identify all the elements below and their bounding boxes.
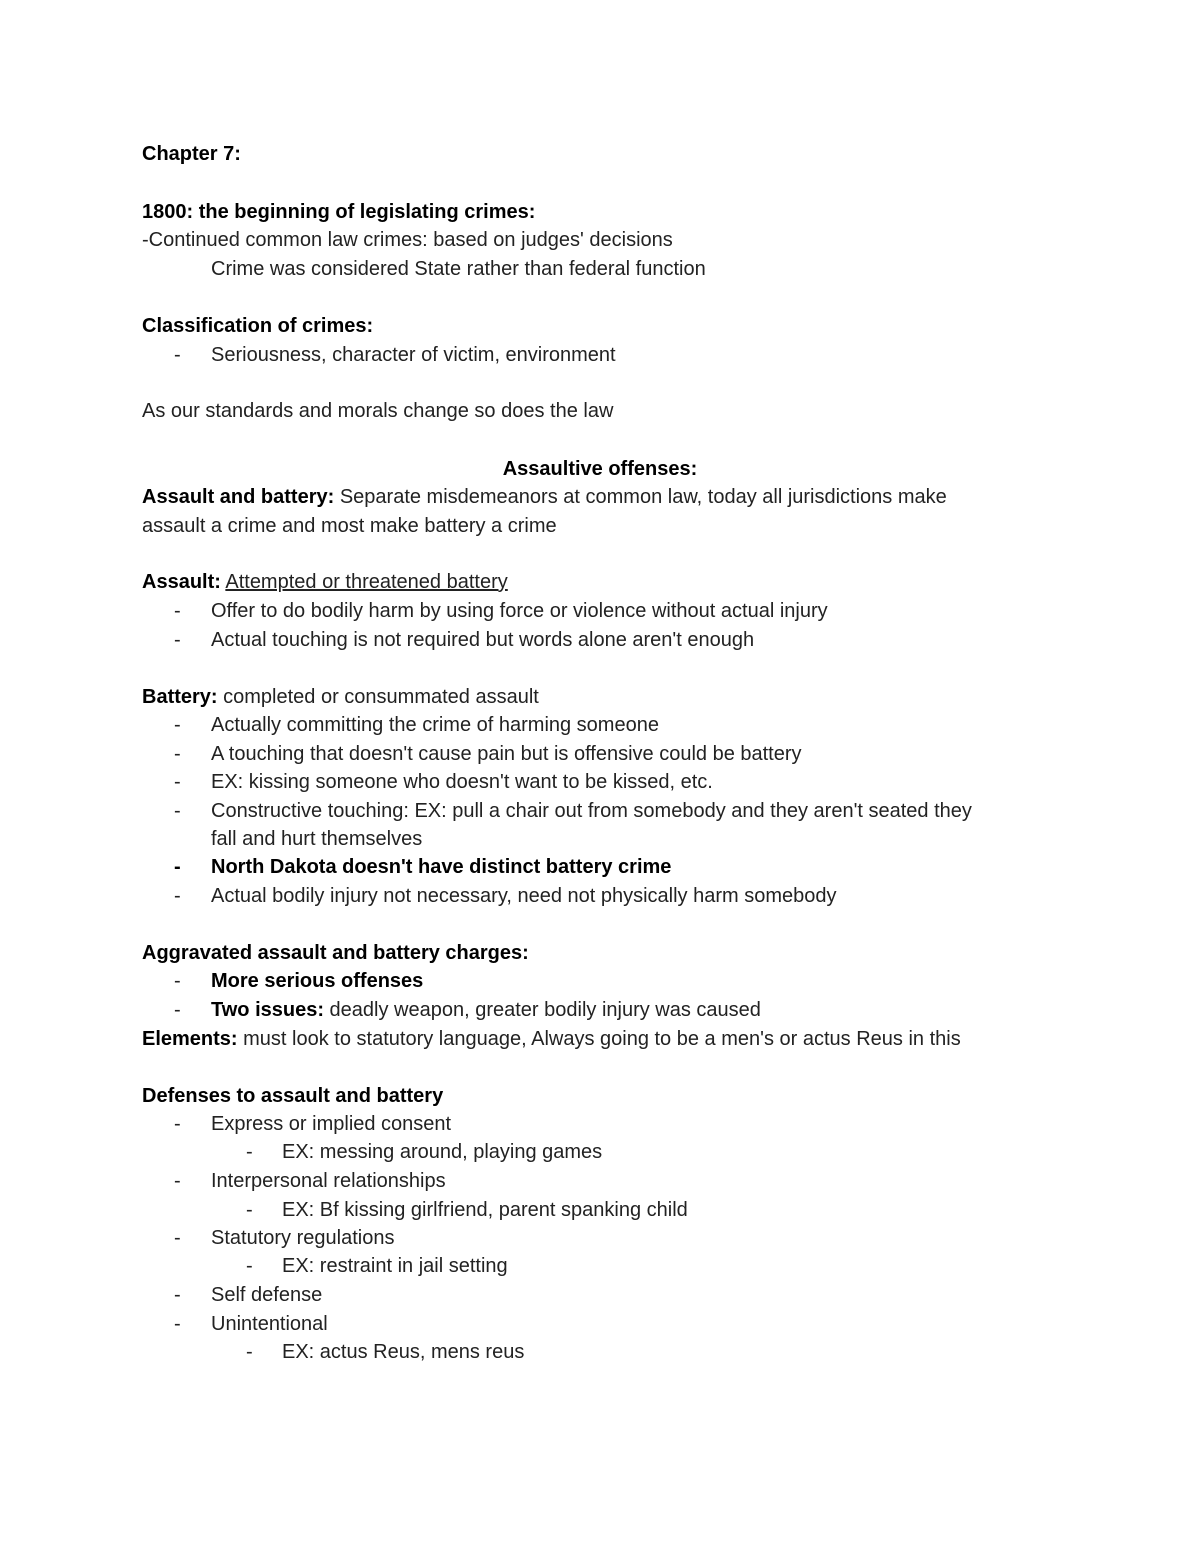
battery-item-bold: North Dakota doesn't have distinct battery crime — [211, 856, 672, 878]
defense-example: EX: restraint in jail setting — [282, 1255, 508, 1277]
assault-and-battery-label: Assault and battery: — [142, 486, 335, 508]
bullet-dash: - — [174, 1284, 181, 1306]
bullet-dash: - — [174, 800, 181, 822]
two-issues-text: deadly weapon, greater bodily injury was caused — [324, 999, 761, 1021]
bullet-dash: - — [174, 970, 181, 992]
bullet-dash: - — [246, 1255, 253, 1277]
aggravated-item — [211, 996, 761, 1024]
legislating-line-1: -Continued common law crimes: based on judges' decisions — [142, 229, 673, 251]
assault-item: Actual touching is not required but words alone aren't enough — [211, 629, 755, 651]
bullet-dash: - — [246, 1341, 253, 1363]
battery-item-cont: fall and hurt themselves — [211, 828, 423, 850]
assault-definition — [142, 568, 508, 596]
battery-definition — [142, 683, 539, 711]
bullet-dash: - — [174, 743, 181, 765]
defense-item: Interpersonal relationships — [211, 1170, 446, 1192]
assault-definition-text: Attempted or threatened battery — [225, 571, 508, 593]
bullet-dash: - — [246, 1141, 253, 1163]
elements-paragraph — [142, 1025, 961, 1053]
two-issues-label: Two issues: — [211, 999, 324, 1021]
assault-and-battery-paragraph — [142, 483, 947, 511]
battery-item: A touching that doesn't cause pain but is offensive could be battery — [211, 743, 802, 765]
assaultive-heading: Assaultive offenses: — [502, 458, 698, 480]
elements-label: Elements: — [142, 1028, 238, 1050]
defense-example: EX: Bf kissing girlfriend, parent spanking child — [282, 1199, 688, 1221]
classification-heading: Classification of crimes: — [142, 315, 374, 337]
battery-definition-text: completed or consummated assault — [217, 686, 539, 708]
legislating-heading: 1800: the beginning of legislating crimes: — [142, 201, 536, 223]
bullet-dash: - — [174, 856, 181, 878]
aggravated-item: More serious offenses — [211, 970, 424, 992]
chapter-heading: Chapter 7: — [142, 143, 241, 165]
assault-and-battery-text: Separate misdemeanors at common law, today all jurisdictions make — [334, 486, 947, 508]
assault-item: Offer to do bodily harm by using force or violence without actual injury — [211, 600, 828, 622]
defense-example: EX: actus Reus, mens reus — [282, 1341, 525, 1363]
bullet-dash: - — [174, 1170, 181, 1192]
standards-note: As our standards and morals change so does the law — [142, 400, 614, 422]
aggravated-heading: Aggravated assault and battery charges: — [142, 942, 529, 964]
elements-text: must look to statutory language, Always going to be a men's or actus Reus in this — [237, 1028, 961, 1050]
bullet-dash: - — [174, 885, 181, 907]
bullet-dash: - — [174, 1113, 181, 1135]
bullet-dash: - — [174, 999, 181, 1021]
defense-item: Self defense — [211, 1284, 323, 1306]
legislating-line-2: Crime was considered State rather than federal function — [211, 258, 706, 280]
bullet-dash: - — [174, 600, 181, 622]
bullet-dash: - — [174, 1227, 181, 1249]
bullet-dash: - — [174, 344, 181, 366]
battery-label: Battery: — [142, 686, 218, 708]
battery-item: EX: kissing someone who doesn't want to be kissed, etc. — [211, 771, 713, 793]
classification-item: Seriousness, character of victim, environment — [211, 344, 616, 366]
battery-item: Constructive touching: EX: pull a chair out from somebody and they aren't seated they — [211, 800, 972, 822]
bullet-dash: - — [174, 1313, 181, 1335]
defense-item: Unintentional — [211, 1313, 328, 1335]
defenses-heading: Defenses to assault and battery — [142, 1085, 444, 1107]
bullet-dash: - — [246, 1199, 253, 1221]
bullet-dash: - — [174, 714, 181, 736]
battery-item: Actual bodily injury not necessary, need not physically harm somebody — [211, 885, 837, 907]
defense-item: Express or implied consent — [211, 1113, 452, 1135]
assault-label: Assault: — [142, 571, 221, 593]
defense-example: EX: messing around, playing games — [282, 1141, 603, 1163]
assault-and-battery-text-cont: assault a crime and most make battery a crime — [142, 515, 557, 537]
defense-item: Statutory regulations — [211, 1227, 395, 1249]
bullet-dash: - — [174, 629, 181, 651]
bullet-dash: - — [174, 771, 181, 793]
battery-item: Actually committing the crime of harming someone — [211, 714, 659, 736]
